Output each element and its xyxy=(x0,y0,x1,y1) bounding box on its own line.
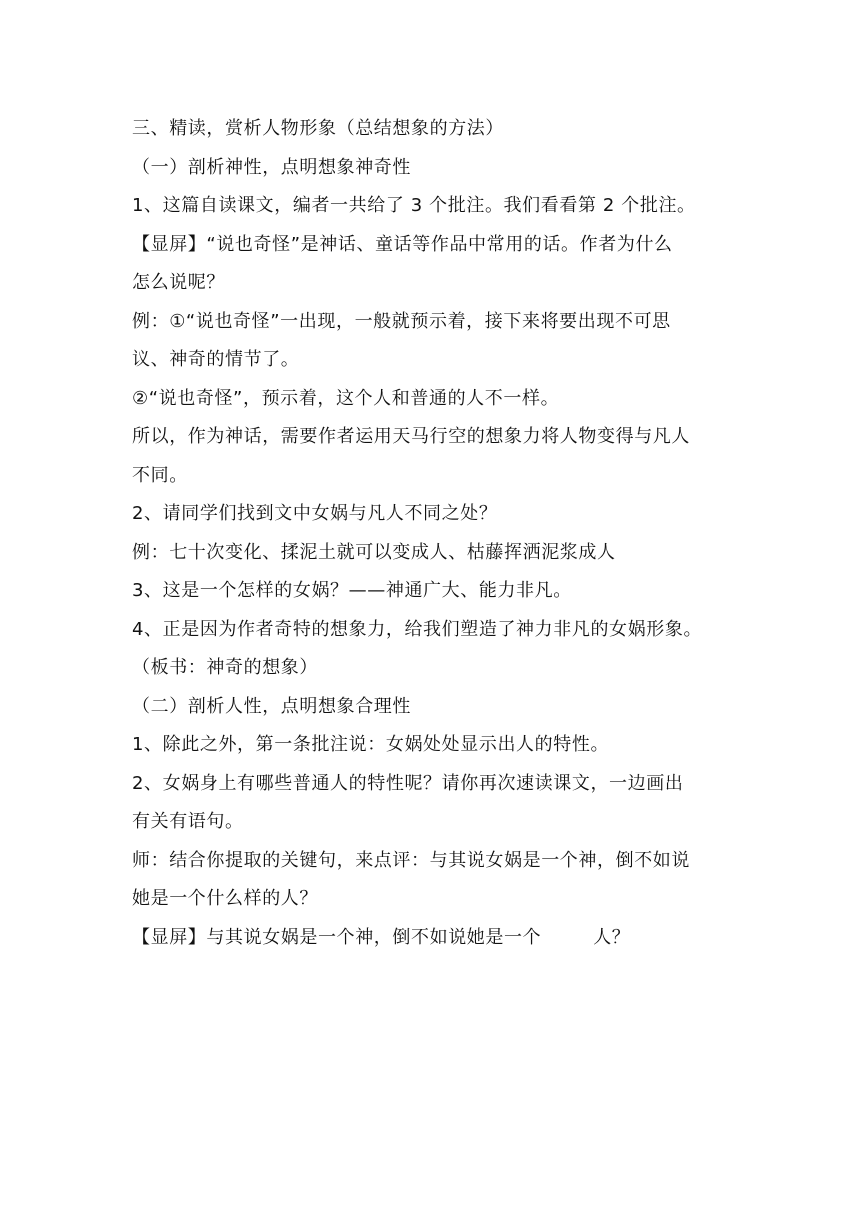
paragraph-line: 议、神奇的情节了。 xyxy=(132,349,300,370)
paragraph-line: 4、正是因为作者奇特的想象力，给我们塑造了神力非凡的女娲形象。 xyxy=(132,618,703,640)
paragraph-line: 所以，作为神话，需要作者运用天马行空的想象力将人物变得与凡人 xyxy=(132,426,690,447)
paragraph-line: 1、除此之外，第一条批注说：女娲处处显示出人的特性。 xyxy=(132,734,610,755)
document-body xyxy=(132,110,742,957)
paragraph-line: 她是一个什么样的人？ xyxy=(132,888,318,909)
paragraph-line: 【显屏】“说也奇怪”是神话、童话等作品中常用的话。作者为什么 xyxy=(132,233,673,255)
paragraph-line: 1、这篇自读课文，编者一共给了 3 个批注。我们看看第 2 个批注。 xyxy=(132,195,696,216)
paragraph-line: 2、请同学们找到文中女娲与凡人不同之处？ xyxy=(132,503,498,524)
paragraph-line: 有关有语句。 xyxy=(132,811,244,832)
paragraph-line: 例：①“说也奇怪”一出现，一般就预示着，接下来将要出现不可思 xyxy=(132,310,671,332)
fill-in-line xyxy=(132,919,742,958)
subsection-heading: （二）剖析人性，点明想象合理性 xyxy=(132,695,411,717)
section-heading: 三、精读，赏析人物形象（总结想象的方法） xyxy=(132,118,504,139)
paragraph-line: 不同。 xyxy=(132,464,188,486)
paragraph-line: 怎么说呢？ xyxy=(132,272,225,293)
paragraph-line: 2、女娲身上有哪些普通人的特性呢？请你再次速读课文，一边画出 xyxy=(132,772,684,794)
paragraph-line: 师：结合你提取的关键句，来点评：与其说女娲是一个神，倒不如说 xyxy=(132,849,690,871)
paragraph-line: 3、这是一个怎样的女娲？——神通广大、能力非凡。 xyxy=(132,580,572,601)
fill-in-prefix: 【显屏】与其说女娲是一个神，倒不如说她是一个 xyxy=(132,926,542,948)
paragraph-line: ②“说也奇怪”，预示着，这个人和普通的人不一样。 xyxy=(132,387,560,409)
fill-in-suffix: 人？ xyxy=(593,926,631,948)
paragraph-line: 例：七十次变化、揉泥土就可以变成人、枯藤挥洒泥浆成人 xyxy=(132,541,616,563)
subsection-heading: （一）剖析神性，点明想象神奇性 xyxy=(132,156,411,178)
blackboard-note: （板书：神奇的想象） xyxy=(132,657,318,678)
